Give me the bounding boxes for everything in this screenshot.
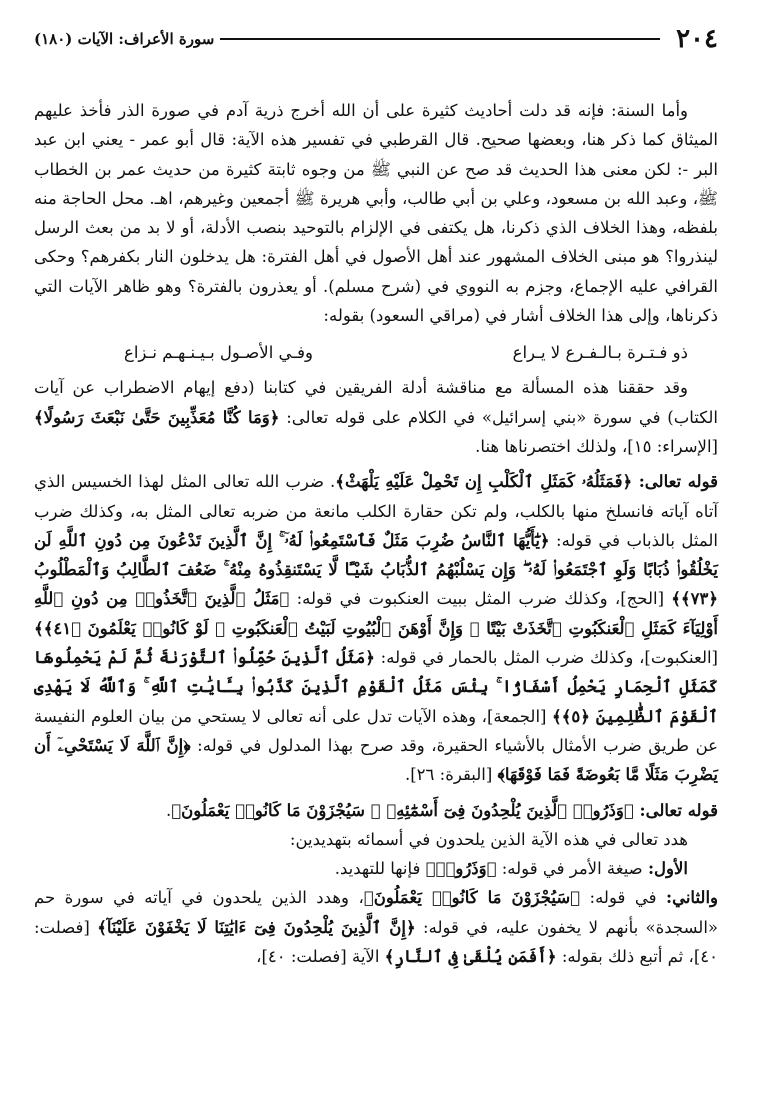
page-number: ٢٠٤ <box>676 24 718 54</box>
paragraph-verification <box>34 373 718 461</box>
paragraph-dog-parable <box>34 467 718 789</box>
poem-verse <box>34 330 718 373</box>
paragraph-second-threat <box>34 883 718 971</box>
quran-verse: ﴿إِنَّ ٱللَّهَ لَا يَسْتَحْىِۦٓ أَن يَضْرِبَ مَثَلًا مَّا بَعُوضَةً فَمَا فَوْقَهَا﴾ <box>34 735 718 785</box>
text-span: [فصلت: ٤٠]، ثم أتبع ذلك بقوله: <box>34 917 718 967</box>
quran-verse: ﴿مَثَلُ ٱلَّذِينَ ٱتَّخَذُوا۟ مِن دُونِ ٱللَّهِ أَوْلِيَآءَ كَمَثَلِ ٱلْعَنكَبُوتِ ٱتَّخَذَتْ بَيْتًا ۖ وَإِنَّ أَوْهَنَ ٱلْبُيُوتِ لَبَيْتُ ٱلْعَنكَبُوتِ ۖ لَوْ كَانُوا۟ يَعْلَمُونَ ﴿٤١﴾﴾ <box>34 589 718 638</box>
quran-verse: ﴿سَيُجْزَوْنَ مَا كَانُوا۟ يَعْمَلُونَ﴾ <box>363 888 581 908</box>
paragraph-names-verse <box>34 796 718 825</box>
poem-hemistich-left: وفـي الأصـول بـيـنـهـم نـزاع <box>124 343 313 363</box>
quran-verse: ﴿مَثَلُ ٱلَّذِينَ حُمِّلُوا۟ ٱلتَّوْرَىٰةَ ثُمَّ لَمْ يَحْمِلُوهَا كَمَثَلِ ٱلْحِمَارِ يَحْمِلُ أَسْفَارًۢا ۚ بِئْسَ مَثَلُ ٱلْقَوْمِ ٱلَّذِينَ كَذَّبُوا۟ بِـَٔايَٰتِ ٱللَّهِ ۚ وَٱللَّهُ لَا يَهْدِى ٱلْقَوْمَ ٱلظَّٰلِمِينَ ﴿٥﴾﴾ <box>34 648 718 726</box>
header-rule <box>220 38 660 40</box>
paragraph-sunnah: وأما السنة: فإنه قد دلت أحاديث كثيرة على أن الله أخرج ذرية آدم في صورة الذر فأخذ عليهم الميثاق كما ذكر هنا، وبعضها صحيح. قال القرطبي في تفسير هذه الآية: قال أبو عمر - يعني ابن عبد البر -: لكن معنى هذا الحديث قد صح عن النبي ﷺ من وجوه ثابتة كثيرة من حديث عمر بن الخطاب ﷺ، وعبد الله بن مسعود، وعلي بن أبي طالب، وأبي هريرة ﷺ أجمعين وغيرهم، اهـ. محل الحاجة منه بلفظه، وهذا الخلاف الذي ذكرنا، هل يكتفى في الإلزام بالتوحيد بنصب الأدلة، أو لا بد من بعث الرسل لينذروا؟ هو مبنى الخلاف المشهور عند أهل الأصول في أهل الفترة: هل يدخلون النار بكفرهم؟ وحكى القرافي عليه الإجماع، وجزم به النووي في (شرح مسلم). أو يعذرون بالفترة؟ وهو ظاهر الآيات التي ذكرناها، وإلى هذا الخلاف أشار في (مراقي السعود) بقوله: <box>34 101 718 326</box>
quran-verse: ﴿وَذَرُوا۟ ٱلَّذِينَ يُلْحِدُونَ فِىٓ أَسْمَٰٓئِهِۦ ۚ سَيُجْزَوْنَ مَا كَانُوا۟ يَعْمَلُونَ﴾ <box>171 800 634 820</box>
section-label: قوله تعالى: <box>632 472 718 492</box>
quran-verse: ﴿أَفَمَن يُلْقَىٰ فِى ٱلنَّارِ﴾ <box>384 947 557 967</box>
text-span: . ضرب الله تعالى المثل لهذا الخسيس الذي آتاه آياته فانسلخ منها بالكلب، ولم تكن حقارة الكلب مانعة من ضربه تعالى المثل به، وكذلك ضرب المثل بالذباب في قوله: <box>34 472 718 550</box>
text-span: [البقرة: ٢٦]. <box>404 765 498 785</box>
item-label: الأول: <box>647 859 688 879</box>
text-span: صيغة الأمر في قوله: <box>496 859 648 879</box>
quran-verse: ﴿إِنَّ ٱلَّذِينَ يُلْحِدُونَ فِىٓ ءَايَٰتِنَا لَا يَخْفَوْنَ عَلَيْنَآ﴾ <box>97 917 416 937</box>
text-span: فإنها للتهديد. <box>334 859 426 879</box>
paragraph-threats-intro: هدد تعالى في هذه الآية الذين يلحدون في أسمائه بتهديدين: <box>289 829 688 849</box>
text-span: . <box>166 800 172 820</box>
text-span: [الإسراء: ١٥]، ولذلك اختصرناها هنا. <box>475 436 718 456</box>
quran-verse: ﴿فَمَثَلُهُۥ كَمَثَلِ ٱلْكَلْبِ إِن تَحْمِلْ عَلَيْهِ يَلْهَثْ﴾ <box>335 472 633 492</box>
running-title: سورة الأعراف: الآيات (١٨٠) <box>34 30 215 48</box>
text-span: الآية [فصلت: ٤٠]، <box>256 947 385 967</box>
section-label: قوله تعالى: <box>633 800 718 820</box>
quran-verse: ﴿وَمَا كُنَّا مُعَذِّبِينَ حَتَّىٰ نَبْعَثَ رَسُولًا﴾ <box>34 407 280 427</box>
page-body <box>34 96 718 971</box>
text-span: ، وهدد الذين يلحدون في آياته في سورة حم «السجدة» بأنهم لا يخفون عليه، في قوله: <box>34 888 719 937</box>
paragraph-first-threat <box>34 854 718 883</box>
text-span: في قوله: <box>580 888 666 908</box>
text-span: وقد حققنا هذه المسألة مع مناقشة أدلة الفريقين في كتابنا (دفع إيهام الاضطراب عن آيات الكتاب) في سورة «بني إسرائيل» في الكلام على قوله تعالى: <box>34 378 718 427</box>
item-label: والثاني: <box>665 888 719 908</box>
quran-verse: ﴿وَذَرُوا۟﴾ <box>425 859 497 879</box>
quran-verse: ﴿يَٰٓأَيُّهَا ٱلنَّاسُ ضُرِبَ مَثَلٌ فَٱسْتَمِعُوا۟ لَهُۥٓ ۚ إِنَّ ٱلَّذِينَ تَدْعُونَ مِن دُونِ ٱللَّهِ لَن يَخْلُقُوا۟ ذُبَابًا وَلَوِ ٱجْتَمَعُوا۟ لَهُۥ ۖ وَإِن يَسْلُبْهُمُ ٱلذُّبَابُ شَيْـًٔا لَّا يَسْتَنقِذُوهُ مِنْهُ ۚ ضَعُفَ ٱلطَّالِبُ وَٱلْمَطْلُوبُ ﴿٧٣﴾﴾ <box>34 530 719 609</box>
text-span: [الجمعة]، وهذه الآيات تدل على أنه تعالى لا يستحي من بيان العلوم النفيسة عن طريق ضرب الأمثال بالأشياء الحقيرة، وقد صرح بهذا المدلول في قوله: <box>34 706 718 755</box>
page-header <box>34 22 718 56</box>
text-span: [الحج]، وكذلك ضرب المثل ببيت العنكبوت في قوله: <box>289 589 672 609</box>
text-span: [العنكبوت]، وكذلك ضرب المثل بالحمار في قوله: <box>374 648 718 668</box>
poem-hemistich-right: ذو فـتـرة بـالـفـرع لا يـراع <box>512 343 688 363</box>
